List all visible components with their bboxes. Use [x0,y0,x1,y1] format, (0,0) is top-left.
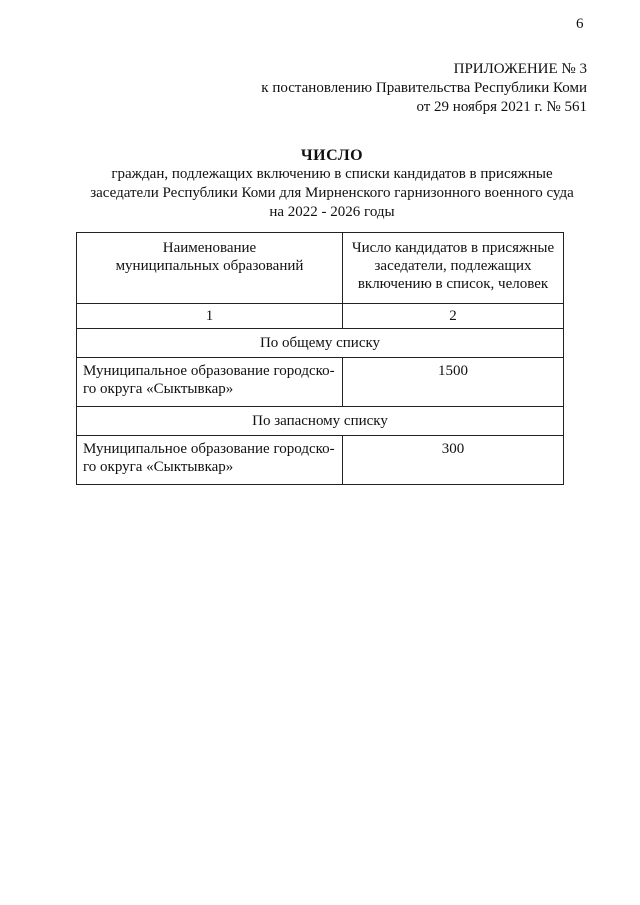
header-text: Наименование [162,240,257,256]
name-line: Муниципальное образование городско- [83,363,335,379]
column-number-1: 1 [77,304,343,329]
title-line-2: заседатели Республики Коми для Мирненского гарнизонного военного суда [90,185,574,201]
title-line-3: на 2022 - 2026 годы [269,204,395,220]
candidate-count: 1500 [343,358,564,407]
column-header-municipality [77,233,343,304]
name-line: Муниципальное образование городско- [83,441,335,457]
column-number-row [77,304,564,329]
header-text: Число кандидатов в присяжные [351,240,555,256]
appendix-decree: к постановлению Правительства Республики Коми [261,80,587,96]
column-number-2: 2 [343,304,564,329]
table-row [77,436,564,485]
candidates-table [76,232,564,485]
municipality-name [77,436,343,485]
title-heading: ЧИСЛО [300,147,364,164]
table-header-row [77,233,564,304]
table-row [77,358,564,407]
name-line: го округа «Сыктывкар» [83,381,234,397]
section-title: По запасному списку [77,407,564,436]
appendix-header [261,60,587,117]
document-title [70,146,594,222]
header-text: заседатели, подлежащих [374,258,532,274]
section-row-reserve [77,407,564,436]
header-text: муниципальных образований [115,258,304,274]
column-header-candidates [343,233,564,304]
page-number: 6 [576,16,584,32]
candidate-count: 300 [343,436,564,485]
appendix-date: от 29 ноября 2021 г. № 561 [416,99,587,115]
section-title: По общему списку [77,329,564,358]
title-line-1: граждан, подлежащих включению в списки кандидатов в присяжные [111,166,553,182]
section-row-general [77,329,564,358]
municipality-name [77,358,343,407]
name-line: го округа «Сыктывкар» [83,459,234,475]
header-text: включению в список, человек [357,276,549,292]
appendix-title: ПРИЛОЖЕНИЕ № 3 [453,61,587,77]
